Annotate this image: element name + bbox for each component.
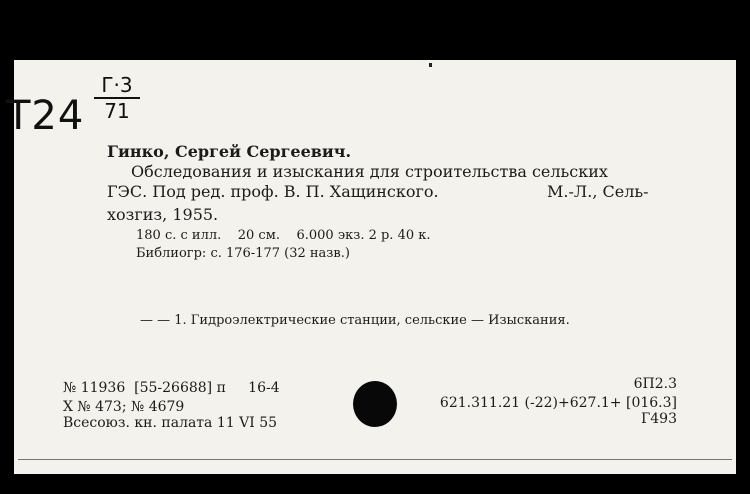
call-number-denominator: 71	[104, 99, 130, 123]
call-number-numerator: Г·3	[94, 75, 140, 99]
catalog-card	[6, 60, 736, 474]
udc-code: 621.311.21 (-22)+627.1+ [016.3]	[439, 395, 677, 411]
title-line-3: хозгиз, 1955.	[107, 205, 219, 224]
punch-hole-mark	[429, 63, 432, 67]
collation: 180 с. с илл. 20 см. 6.000 экз. 2 р. 40 к.	[136, 228, 431, 243]
publisher-chamber: Всесоюз. кн. палата 11 VI 55	[63, 415, 278, 431]
bibliography-note: Библиогр: с. 176-177 (32 назв.)	[136, 246, 350, 261]
title-line-1: Обследования и изыскания для строительства сельских	[131, 162, 608, 181]
author-heading: Гинко, Сергей Сергеевич.	[107, 142, 352, 161]
title-line-2: ГЭС. Под ред. проф. В. П. Хащинского.	[107, 182, 439, 201]
imprint: М.-Л., Сель-	[547, 182, 649, 201]
ink-stamp	[353, 381, 397, 427]
classification-code: 6П2.3	[633, 376, 677, 392]
registration-number: X № 473; № 4679	[63, 399, 185, 415]
card-number: № 11936 [55-26688] п 16-4	[63, 380, 280, 396]
author-mark: Г493	[641, 411, 677, 427]
card-edge-line	[18, 459, 732, 460]
call-number-fraction	[94, 75, 140, 121]
call-number: T24	[6, 93, 85, 139]
subject-heading: — — 1. Гидроэлектрические станции, сельские — Изыскания.	[140, 313, 570, 328]
